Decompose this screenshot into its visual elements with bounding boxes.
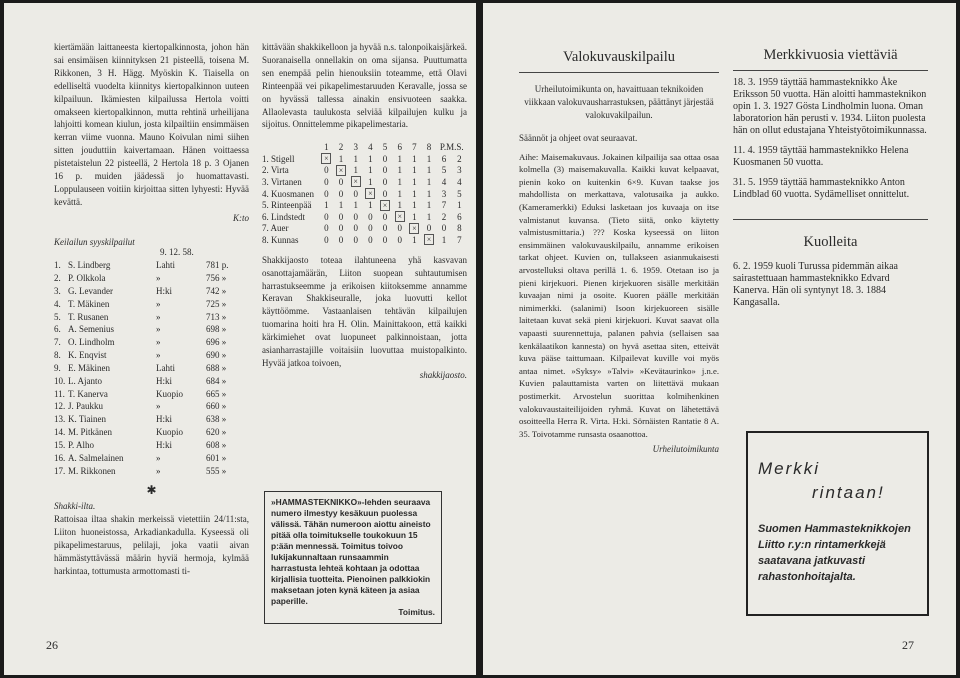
result-club: Lahti bbox=[156, 260, 175, 271]
crosstable-cell: 1 bbox=[412, 165, 417, 176]
photo-signature: Urheilutoimikunta bbox=[652, 444, 719, 455]
player-name: 6. Lindstedt bbox=[262, 211, 305, 222]
crosstable-cell bbox=[348, 176, 363, 188]
crosstable-cell: 1 bbox=[353, 165, 358, 176]
result-pts: 742 » bbox=[206, 285, 227, 296]
crosstable-cell: 7 bbox=[441, 200, 447, 211]
crosstable-cell: 1 bbox=[368, 176, 373, 187]
result-pts: 781 p. bbox=[206, 260, 229, 271]
right-page bbox=[483, 3, 956, 675]
crosstable-cell: 0 bbox=[338, 188, 344, 199]
result-pts: 620 » bbox=[206, 427, 227, 438]
crosstable-header-cell: 3 bbox=[353, 142, 358, 153]
crosstable-cell: 5 bbox=[441, 165, 447, 176]
result-pts: 601 » bbox=[206, 452, 227, 463]
crosstable-cell: 1 bbox=[426, 165, 432, 176]
result-pos: 11. bbox=[54, 388, 65, 399]
result-pos: 16. bbox=[54, 452, 66, 463]
crosstable-cell: 1 bbox=[397, 188, 402, 199]
crosstable-cell bbox=[422, 234, 437, 246]
result-club: » bbox=[156, 273, 161, 284]
result-club: » bbox=[156, 324, 161, 335]
result-name: G. Levander bbox=[68, 285, 113, 296]
anniversaries-text-3: 31. 5. 1959 täyttää hammasteknikko Anton Lindblad 60 vuotta. Sydämelliset onnittelut. bbox=[733, 177, 910, 200]
results-date: 9. 12. 58. bbox=[160, 246, 194, 257]
anniversaries-text: 18. 3. 1959 täyttää hammasteknikko Åke Eriksson 50 vuotta. Hän aloitti hammasteknikon opin 1. 3. 1927 Gösta Lindholmin luona. Oman laboratorion hän perusti v. 1934. Liiton puolesta hän on ollut edustajana Yhteistyötoimikunnassa. bbox=[733, 77, 927, 136]
crosstable-cell: 4 bbox=[441, 176, 447, 187]
result-club: » bbox=[156, 401, 161, 412]
result-pos: 7. bbox=[54, 337, 61, 348]
result-pos: 9. bbox=[54, 362, 61, 373]
crosstable-row bbox=[262, 199, 467, 211]
crosstable-cell: 0 bbox=[397, 223, 402, 234]
crosstable-row bbox=[262, 211, 467, 223]
notice-text: »HAMMASTEKNIKKO»-lehden seuraava numero ilmestyy kesäkuun puolessa välissä. Tähän numeroon aiottu aineisto pitää olla toimitukselle toukokuun 15 p:ään mennessä. Toimitus toivoo lukijakunnaltaan runsaammin harrastusta lehteä kohtaan ja odottaa kirjallisia tuotteita. Pienoinen palkkiokin maksetaan joten kynä käteen ja asiaa paperille. bbox=[271, 497, 431, 606]
crosstable-cell: 0 bbox=[338, 211, 344, 222]
result-club: H:ki bbox=[156, 375, 173, 386]
result-pts: 555 » bbox=[206, 465, 227, 476]
obituaries-text: 6. 2. 1959 kuoli Turussa pidemmän aikaa sairastettuaan hammasteknikko Edvard Kanerva. Hän oli syntynyt 18. 3. 1884 Kangasalla. bbox=[733, 261, 898, 308]
advert-line-3: Suomen Hammasteknikkojen Liitto r.y:n rintamerkkejä saatavana jatkuvasti rahastonhoitajalta. bbox=[758, 523, 911, 583]
result-name: T. Kanerva bbox=[68, 388, 108, 399]
advert-line-1: Merkki bbox=[758, 459, 821, 478]
result-name: P. Alho bbox=[68, 440, 95, 451]
result-name: T. Rusanen bbox=[68, 311, 109, 322]
table-row bbox=[54, 374, 234, 387]
result-name: J. Paukku bbox=[68, 401, 104, 412]
table-row bbox=[54, 284, 234, 297]
crosstable-cell bbox=[378, 199, 393, 211]
title-rule bbox=[519, 72, 719, 73]
result-pts: 665 » bbox=[206, 388, 227, 399]
crosstable-cell: 0 bbox=[353, 223, 358, 234]
chess-continued-text: kittävään shakkikelloon ja hyvää n.s. talonpoikaisjärkeä. Suoranaisella onnellakin on oma sijansa. Puuttumatta sen enempää pelin hienouksiin toteamme, että Olavi Rinteenpää vei pikapelimestaruuden Keravalle, jossa se on hyvässä tallessa ainakin ensivuoteen saakka. Allaolevasta taulukosta selviää kilpailujen kulku ja sijoitus. Onnittelemme pikapelimestaria. bbox=[262, 42, 467, 130]
result-name: S. Lindberg bbox=[68, 260, 111, 271]
result-pos: 15. bbox=[54, 440, 66, 451]
table-row bbox=[54, 439, 234, 452]
player-name: 7. Auer bbox=[262, 223, 289, 234]
result-name: K. Enqvist bbox=[68, 350, 107, 361]
crosstable-cell: 0 bbox=[324, 176, 329, 187]
result-pos: 3. bbox=[54, 285, 61, 296]
result-name: P. Olkkola bbox=[68, 273, 106, 284]
crosstable-cell: 0 bbox=[368, 223, 373, 234]
crosstable-cell: 1 bbox=[353, 153, 358, 164]
crosstable-header bbox=[262, 141, 467, 153]
crosstable-cell: 1 bbox=[457, 200, 462, 211]
player-name: 5. Rinteenpää bbox=[262, 200, 312, 211]
result-pos: 13. bbox=[54, 414, 66, 425]
crosstable-cell: 1 bbox=[441, 234, 447, 245]
crosstable-cell bbox=[334, 165, 349, 177]
crosstable-cell: 1 bbox=[397, 176, 402, 187]
result-club: » bbox=[156, 465, 161, 476]
crosstable-cell: 0 bbox=[382, 153, 388, 164]
result-club: H:ki bbox=[156, 440, 173, 451]
result-pts: 684 » bbox=[206, 375, 227, 386]
result-pts: 690 » bbox=[206, 350, 227, 361]
table-row bbox=[54, 336, 234, 349]
crosstable-row bbox=[262, 234, 467, 246]
crosstable-cell: 0 bbox=[324, 223, 329, 234]
crosstable-cell: 1 bbox=[412, 176, 417, 187]
crosstable-row bbox=[262, 165, 467, 177]
result-club: H:ki bbox=[156, 414, 173, 425]
crosstable-cell: 1 bbox=[397, 200, 402, 211]
diagonal-cross: × bbox=[380, 200, 390, 211]
crosstable-cell: 0 bbox=[353, 211, 358, 222]
result-name: E. Mäkinen bbox=[68, 362, 110, 373]
crosstable-header-cell: 8 bbox=[426, 142, 432, 153]
chess-text: Rattoisaa iltaa shakin merkeissä vietettiin 24/11:sta, Liiton huoneistossa, Arkadiankadulla. Kyseessä oli pikapelimestaruus, pelilaji, joka vaatii aivan hämmästyttävässä määrin hyviä hermoja, kylmää harkintaa, tottumusta armottomasti ti- bbox=[54, 514, 249, 576]
crosstable-cell: 0 bbox=[382, 211, 388, 222]
result-pts: 638 » bbox=[206, 414, 227, 425]
diagonal-cross: × bbox=[351, 176, 361, 187]
crosstable-cell: 1 bbox=[426, 153, 432, 164]
result-name: T. Mäkinen bbox=[68, 298, 110, 309]
right-column-1 bbox=[519, 49, 719, 454]
crosstable-cell: 1 bbox=[426, 188, 432, 199]
result-club: Kuopio bbox=[156, 427, 183, 438]
result-pos: 8. bbox=[54, 350, 61, 361]
diagonal-cross: × bbox=[336, 165, 346, 176]
chess-summary-text: Shakkijaosto toteaa ilahtuneena yhä kasvavan osanottajamäärän, Liiton suopean suhtautumisen harrastukseemme ja erikoisen kiitoksemme annamme Keravan Shakkiseuralle, joka luovutti kellot käyttöömme. Vastaanlaisen tehtävän kilpailujen tuomarina hoiti hra H. Olin. Mainittakoon, että kaikki kärkimiehet ovat luopuneet palkinnoistaan, jotta asianharrastajille voitaisiin luovuttaa muistopalkinto. Hyvää jatkoa toivoen, bbox=[262, 254, 467, 368]
crosstable-cell: 3 bbox=[441, 188, 447, 199]
diagonal-cross: × bbox=[424, 234, 434, 245]
crosstable-cell: 0 bbox=[382, 176, 388, 187]
advert-line-2: rintaan! bbox=[812, 483, 885, 502]
crosstable-cell: 0 bbox=[338, 176, 344, 187]
page-number: 26 bbox=[46, 638, 58, 652]
result-club: » bbox=[156, 337, 161, 348]
crosstable-cell: 1 bbox=[338, 153, 344, 164]
result-name: K. Tiainen bbox=[68, 414, 107, 425]
page-number: 27 bbox=[902, 638, 914, 652]
table-row bbox=[54, 259, 234, 272]
crosstable-cell: 0 bbox=[324, 165, 329, 176]
crosstable-header-cell: 1 bbox=[324, 142, 329, 153]
crosstable-header-cell: 7 bbox=[412, 142, 417, 153]
crosstable-cell: 0 bbox=[368, 234, 373, 245]
result-club: » bbox=[156, 311, 161, 322]
result-pts: 756 » bbox=[206, 273, 227, 284]
crosstable-cell: 4 bbox=[457, 176, 462, 187]
result-pts: 608 » bbox=[206, 440, 227, 451]
crosstable-row bbox=[262, 188, 467, 200]
result-pos: 12. bbox=[54, 401, 66, 412]
crosstable-cell: 0 bbox=[353, 234, 358, 245]
crosstable bbox=[262, 141, 467, 245]
result-name: L. Ajanto bbox=[68, 375, 102, 386]
crosstable-cell: 6 bbox=[441, 153, 447, 164]
table-row bbox=[54, 413, 234, 426]
result-pts: 696 » bbox=[206, 337, 227, 348]
signature: K:to bbox=[232, 212, 249, 223]
crosstable-cell: 3 bbox=[457, 165, 462, 176]
crosstable-cell: 0 bbox=[324, 188, 329, 199]
crosstable-cell bbox=[363, 188, 378, 200]
player-name: 3. Virtanen bbox=[262, 176, 302, 187]
result-name: A. Semenius bbox=[68, 324, 114, 335]
crosstable-cell: 1 bbox=[324, 200, 329, 211]
result-club: » bbox=[156, 298, 161, 309]
crosstable-cell: 0 bbox=[353, 188, 358, 199]
crosstable-cell: 1 bbox=[368, 200, 373, 211]
result-pos: 5. bbox=[54, 311, 61, 322]
result-name: M. Rikkonen bbox=[68, 465, 116, 476]
table-row bbox=[54, 310, 234, 323]
crosstable-cell: 0 bbox=[441, 223, 447, 234]
anniversaries-text-2: 11. 4. 1959 täyttää hammasteknikko Helena Kuosmanen 50 vuotta. bbox=[733, 145, 909, 168]
crosstable-cell: 0 bbox=[382, 234, 388, 245]
rules-intro: Säännöt ja ohjeet ovat seuraavat. bbox=[519, 132, 638, 143]
table-row bbox=[54, 451, 234, 464]
crosstable-row bbox=[262, 153, 467, 165]
crosstable-header-cell: P.M.S. bbox=[439, 142, 464, 153]
result-name: M. Pitkänen bbox=[68, 427, 112, 438]
result-pos: 6. bbox=[54, 324, 61, 335]
player-name: 2. Virta bbox=[262, 165, 289, 176]
crosstable-cell: 1 bbox=[397, 165, 402, 176]
crosstable-cell: 1 bbox=[353, 200, 358, 211]
crosstable-cell: 5 bbox=[457, 188, 462, 199]
section-rule bbox=[733, 219, 928, 220]
crosstable-cell bbox=[319, 153, 334, 165]
crosstable-cell: 1 bbox=[426, 176, 432, 187]
result-pts: 698 » bbox=[206, 324, 227, 335]
diagonal-cross: × bbox=[409, 223, 419, 234]
crosstable-corner bbox=[262, 141, 319, 153]
result-pts: 725 » bbox=[206, 298, 227, 309]
crosstable-row bbox=[262, 223, 467, 235]
result-pts: 688 » bbox=[206, 362, 227, 373]
table-row bbox=[54, 349, 234, 362]
crosstable-cell: 1 bbox=[412, 211, 417, 222]
diagonal-cross: × bbox=[365, 188, 375, 199]
result-pos: 10. bbox=[54, 375, 66, 386]
crosstable-header-cell: 2 bbox=[338, 142, 344, 153]
results-table bbox=[54, 259, 234, 477]
result-club: » bbox=[156, 452, 161, 463]
crosstable-cell: 1 bbox=[368, 153, 373, 164]
notice-signature: Toimitus. bbox=[398, 607, 435, 617]
title-rule bbox=[733, 70, 928, 71]
crosstable-cell: 1 bbox=[426, 211, 432, 222]
result-pos: 1. bbox=[54, 260, 61, 271]
crosstable-cell: 0 bbox=[382, 165, 388, 176]
chess-signature: shakkijaosto. bbox=[419, 369, 467, 380]
table-row bbox=[54, 272, 234, 285]
crosstable-cell: 0 bbox=[368, 211, 373, 222]
magazine-notice-box bbox=[264, 491, 442, 624]
results-heading: Keilailun syyskilpailut bbox=[54, 236, 135, 247]
badge-advert-box bbox=[746, 431, 929, 616]
crosstable-cell: 1 bbox=[412, 234, 417, 245]
result-name: O. Lindholm bbox=[68, 337, 115, 348]
obituaries-title: Kuolleita bbox=[803, 234, 858, 250]
crosstable-cell: 0 bbox=[324, 234, 329, 245]
player-name: 4. Kuosmanen bbox=[262, 188, 314, 199]
crosstable-cell: 0 bbox=[382, 188, 388, 199]
article-text: kiertämään laittaneesta kiertopalkinnosta, johon hän sai ensimäisen kiinnityksen 21 pisteellä, toisena M. Rikkonen, 3 H. Hägg. Myöskin K. Tiaisella on edelliseltä vuodelta kiinnitys kiertopalkinnon uuteen kilpailuun. Ikämiesten kilpailussa Hertola voitti omakseen kiertopalkinnon, mutta rehtinä urheilijana lahjoitti komean kiulun, josta kilpailtiin ensimmäisen kerran viime vuonna. Mauno Koivulan nimi siihen sitten jouduttiin kaivertamaan. Hänen voittaessa pistetaistelun 22 pisteellä, 2 Hertola 18 p. 3 Ojanen 16 p. muiden jäädessä jo huomattavasti. Loppulauseen voitiin kirjoittaa sitten lyhyesti: Hyvää kevättä. bbox=[54, 42, 249, 207]
crosstable-cell: 1 bbox=[412, 200, 417, 211]
right-column-2 bbox=[733, 47, 928, 309]
result-name: A. Salmelainen bbox=[68, 452, 124, 463]
crosstable-cell: 0 bbox=[338, 234, 344, 245]
table-row bbox=[54, 362, 234, 375]
table-row bbox=[54, 387, 234, 400]
result-pos: 14. bbox=[54, 427, 66, 438]
table-row bbox=[54, 464, 234, 477]
anniversaries-title: Merkkivuosia viettäviä bbox=[763, 47, 898, 63]
crosstable-header-cell: 6 bbox=[397, 142, 402, 153]
crosstable-cell: 2 bbox=[457, 153, 462, 164]
table-row bbox=[54, 297, 234, 310]
crosstable-cell bbox=[407, 223, 422, 235]
chess-heading: Shakki-ilta. bbox=[54, 501, 96, 512]
result-pts: 660 » bbox=[206, 401, 227, 412]
crosstable-cell: 1 bbox=[368, 165, 373, 176]
crosstable-cell: 0 bbox=[338, 223, 344, 234]
table-row bbox=[54, 400, 234, 413]
left-page bbox=[4, 3, 476, 675]
result-club: » bbox=[156, 350, 161, 361]
crosstable-cell: 7 bbox=[457, 234, 462, 245]
crosstable-cell: 0 bbox=[426, 223, 432, 234]
crosstable-cell: 1 bbox=[412, 188, 417, 199]
crosstable-header-cell: 5 bbox=[382, 142, 388, 153]
player-name: 1. Stigell bbox=[262, 153, 295, 164]
crosstable-cell: 0 bbox=[324, 211, 329, 222]
crosstable-cell: 1 bbox=[426, 200, 432, 211]
crosstable-cell: 1 bbox=[397, 153, 402, 164]
crosstable-cell: 8 bbox=[457, 223, 462, 234]
table-row bbox=[54, 323, 234, 336]
ornament-icon: ✱ bbox=[146, 483, 157, 498]
result-club: H:ki bbox=[156, 285, 173, 296]
crosstable-row bbox=[262, 176, 467, 188]
table-row bbox=[54, 426, 234, 439]
crosstable-cell: 1 bbox=[412, 153, 417, 164]
result-pts: 713 » bbox=[206, 311, 227, 322]
crosstable-cell: 1 bbox=[338, 200, 344, 211]
crosstable-cell: 0 bbox=[382, 223, 388, 234]
crosstable-header-cell: 4 bbox=[368, 142, 373, 153]
result-club: Kuopio bbox=[156, 388, 183, 399]
photo-intro: Urheilutoimikunta on, havaittuaan teknikoiden viikkaan valokuvausharrastuksen, päättänyt järjestää valokuvakilpailun. bbox=[524, 84, 714, 120]
left-column-1 bbox=[54, 41, 249, 578]
crosstable-cell: 6 bbox=[457, 211, 462, 222]
player-name: 8. Kunnas bbox=[262, 234, 299, 245]
rules-text: Aihe: Maisemakuvaus. Jokainen kilpailija saa ottaa osaa kolmella (3) maisemakuvalla. Kaikki kuvat kelpaavat, pienin koko on kuitenkin 6×9. Kuvan taakse jos mahdollista on merkattava, valotusaika ja aukko. (Kameramerkki) Eduksi lasketaan jos kuvaaja on itse valmistanut kuvansa. (Tieto siitä, onko käytetty valmistusmittaria.) ??? Koska kyseessä on liiton ensimmäinen valokuvauskilpailu, annamme erikoisen tarkat ohjeet. Kuvien on, tullakseen asianmukaisesti arvostelluksi oltava perillä 1. 6. 1959. Otetaan iso ja pieni kirjekuori. Pienen kirjekuoren sisälle merkitään kuvaajan nimi ja osoite. Kuoren päälle merkitään nimimerkki. (salanimi) Isoon kirjekuoreen sisälle laitetaan kuvat sekä pieni kirjekuori. Kuvat saavat olla vapaasti suurennettuja, palanen pahvia (sellaisen saa kenkälaatikon kannesta) on hyvä asettaa siten, etteivät kuva pääse taittumaan. Kilpailevat kuville voi myös antaa nimet. »Syksy» »Talvi» »Kevätaurinko» j.n.e. Kuvien palauttamista varten on liitettävä mukaan postimerkit. Arvostelun suorittaa kolmihenkinen valokuvaustaiteilijoiden ryhmä. Kuvat on lähetettävä osoitteella Herra R. Virta. H:ki. Sörnäisten Rantatie 8 A. 35. Toivotamme runsasta osaanottoa. bbox=[519, 151, 719, 439]
crosstable-cell: 2 bbox=[441, 211, 447, 222]
result-pos: 17. bbox=[54, 465, 66, 476]
result-club: Lahti bbox=[156, 362, 175, 373]
diagonal-cross: × bbox=[395, 211, 405, 222]
diagonal-cross: × bbox=[321, 153, 331, 164]
photo-contest-title: Valokuvauskilpailu bbox=[563, 49, 675, 65]
result-pos: 4. bbox=[54, 298, 61, 309]
result-pos: 2. bbox=[54, 273, 61, 284]
crosstable-cell bbox=[392, 211, 407, 223]
crosstable-cell: 0 bbox=[397, 234, 402, 245]
left-column-2 bbox=[262, 41, 467, 380]
